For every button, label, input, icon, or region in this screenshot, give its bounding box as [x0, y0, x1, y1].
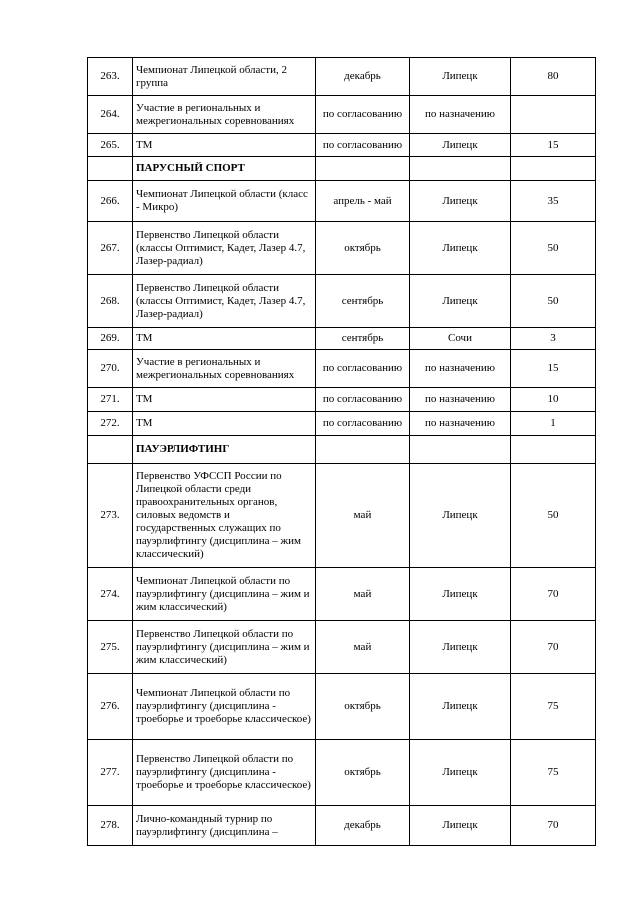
table-row: [88, 222, 596, 275]
row-number: 266.: [88, 181, 133, 222]
participant-count: 80: [511, 58, 596, 96]
event-name: Первенство Липецкой области (классы Оптимист, Кадет, Лазер 4.7, Лазер-радиал): [133, 222, 316, 275]
event-place: Липецк: [410, 740, 511, 806]
row-number: 271.: [88, 388, 133, 412]
table-row: [88, 328, 596, 350]
event-date: по согласованию: [316, 96, 410, 134]
row-number: 267.: [88, 222, 133, 275]
event-name: Первенство Липецкой области по пауэрлифтингу (дисциплина – жим и жим классический): [133, 621, 316, 674]
event-date: сентябрь: [316, 328, 410, 350]
row-number: 274.: [88, 568, 133, 621]
event-name: Первенство Липецкой области по пауэрлифтингу (дисциплина - троеборье и троеборье классическое): [133, 740, 316, 806]
participant-count: 75: [511, 674, 596, 740]
table-row: [88, 740, 596, 806]
participant-count: 15: [511, 350, 596, 388]
event-name: Чемпионат Липецкой области по пауэрлифтингу (дисциплина – жим и жим классический): [133, 568, 316, 621]
table-row: [88, 674, 596, 740]
event-date: [316, 436, 410, 464]
event-date: октябрь: [316, 674, 410, 740]
event-place: [410, 157, 511, 181]
event-name: Чемпионат Липецкой области по пауэрлифтингу (дисциплина - троеборье и троеборье классическое): [133, 674, 316, 740]
schedule-table: [87, 57, 596, 846]
event-date: [316, 157, 410, 181]
event-place: по назначению: [410, 388, 511, 412]
event-date: май: [316, 568, 410, 621]
row-number: 277.: [88, 740, 133, 806]
event-date: май: [316, 464, 410, 568]
participant-count: 70: [511, 621, 596, 674]
table-row: [88, 275, 596, 328]
table-row: [88, 350, 596, 388]
event-place: Липецк: [410, 674, 511, 740]
row-number: 275.: [88, 621, 133, 674]
row-number: 263.: [88, 58, 133, 96]
participant-count: 3: [511, 328, 596, 350]
event-date: апрель - май: [316, 181, 410, 222]
event-date: по согласованию: [316, 134, 410, 157]
participant-count: 50: [511, 464, 596, 568]
event-name: ТМ: [133, 412, 316, 436]
participant-count: 75: [511, 740, 596, 806]
table-row: [88, 181, 596, 222]
participant-count: [511, 436, 596, 464]
participant-count: [511, 157, 596, 181]
event-place: [410, 436, 511, 464]
section-row: [88, 436, 596, 464]
participant-count: 35: [511, 181, 596, 222]
event-place: по назначению: [410, 412, 511, 436]
table-row: [88, 621, 596, 674]
event-place: Липецк: [410, 275, 511, 328]
row-number: 264.: [88, 96, 133, 134]
participant-count: 50: [511, 275, 596, 328]
event-name: Участие в региональных и межрегиональных соревнованиях: [133, 350, 316, 388]
row-number: 272.: [88, 412, 133, 436]
event-date: май: [316, 621, 410, 674]
participant-count: 1: [511, 412, 596, 436]
row-number: 265.: [88, 134, 133, 157]
event-name: Чемпионат Липецкой области (класс - Микро): [133, 181, 316, 222]
participant-count: 15: [511, 134, 596, 157]
row-number: 273.: [88, 464, 133, 568]
event-name: Первенство Липецкой области (классы Оптимист, Кадет, Лазер 4.7, Лазер-радиал): [133, 275, 316, 328]
event-place: Липецк: [410, 222, 511, 275]
event-name: ТМ: [133, 328, 316, 350]
participant-count: 10: [511, 388, 596, 412]
table-row: [88, 134, 596, 157]
event-date: октябрь: [316, 222, 410, 275]
row-number: 278.: [88, 806, 133, 846]
event-place: Сочи: [410, 328, 511, 350]
section-title: ПАРУСНЫЙ СПОРТ: [133, 157, 316, 181]
event-name: Участие в региональных и межрегиональных соревнованиях: [133, 96, 316, 134]
table-row: [88, 568, 596, 621]
row-number: 270.: [88, 350, 133, 388]
event-date: декабрь: [316, 806, 410, 846]
table-row: [88, 806, 596, 846]
participant-count: 50: [511, 222, 596, 275]
table-row: [88, 58, 596, 96]
participant-count: 70: [511, 568, 596, 621]
event-name: ТМ: [133, 134, 316, 157]
row-number: [88, 436, 133, 464]
row-number: 269.: [88, 328, 133, 350]
event-date: декабрь: [316, 58, 410, 96]
event-place: Липецк: [410, 621, 511, 674]
table-row: [88, 96, 596, 134]
participant-count: 70: [511, 806, 596, 846]
event-place: Липецк: [410, 568, 511, 621]
row-number: [88, 157, 133, 181]
section-row: [88, 157, 596, 181]
event-name: ТМ: [133, 388, 316, 412]
table-row: [88, 388, 596, 412]
event-place: Липецк: [410, 181, 511, 222]
event-place: по назначению: [410, 96, 511, 134]
row-number: 276.: [88, 674, 133, 740]
event-date: октябрь: [316, 740, 410, 806]
event-place: Липецк: [410, 134, 511, 157]
event-place: Липецк: [410, 58, 511, 96]
event-name: Лично-командный турнир по пауэрлифтингу (дисциплина –: [133, 806, 316, 846]
event-name: Первенство УФССП России по Липецкой области среди правоохранительных органов, силовых ведомств и государственных служащих по пауэрлифтингу (дисциплина – жим классический): [133, 464, 316, 568]
event-place: Липецк: [410, 806, 511, 846]
section-title: ПАУЭРЛИФТИНГ: [133, 436, 316, 464]
schedule-table-body: [88, 58, 596, 846]
participant-count: [511, 96, 596, 134]
event-date: по согласованию: [316, 350, 410, 388]
event-date: по согласованию: [316, 388, 410, 412]
event-place: Липецк: [410, 464, 511, 568]
event-place: по назначению: [410, 350, 511, 388]
table-row: [88, 464, 596, 568]
event-date: сентябрь: [316, 275, 410, 328]
event-date: по согласованию: [316, 412, 410, 436]
event-name: Чемпионат Липецкой области, 2 группа: [133, 58, 316, 96]
table-row: [88, 412, 596, 436]
row-number: 268.: [88, 275, 133, 328]
